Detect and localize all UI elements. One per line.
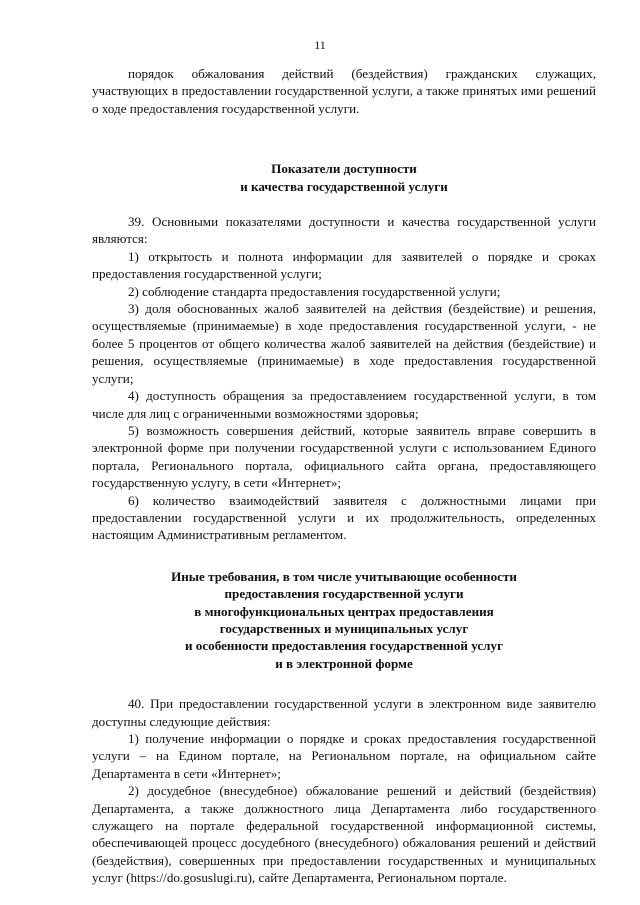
clause-39-item-1: 1) открытость и полнота информации для заявителей о порядке и сроках предоставления государственной услуги; <box>92 248 596 282</box>
section-heading-line: и качества государственной услуги <box>240 178 448 194</box>
clause-39-item-5: 5) возможность совершения действий, которые заявитель вправе совершить в электронной форме при получении государственной услуги с использованием Единого портала, Регионального портала, официального сайта органа, предоставляющего государственную услугу, в сети «Интернет»; <box>92 422 596 491</box>
section-heading-accessibility <box>92 160 596 195</box>
clause-40-lead: 40. При предоставлении государственной услуги в электронном виде заявителю доступны следующие действия: <box>92 696 596 729</box>
clause-40-item-1: 1) получение информации о порядке и сроках предоставления государственной услуги – на Едином портале, на Региональном портале, на официальном сайте Департамента в сети «Интернет»; <box>92 731 596 781</box>
section-heading-line: государственных и муниципальных услуг <box>219 620 469 636</box>
section-heading-line: Показатели доступности <box>271 161 417 177</box>
section-heading-line: предоставления государственной услуги <box>224 586 464 602</box>
spacer <box>92 117 596 160</box>
section-heading-line: в многофункциональных центрах предоставления <box>194 603 494 619</box>
page-number: 11 <box>314 38 326 52</box>
spacer <box>92 195 596 213</box>
section-heading-line: и особенности предоставления государственной услуг <box>184 638 504 654</box>
section-heading-line: и в электронной форме <box>275 655 413 671</box>
clause-39-item-4: 4) доступность обращения за предоставлением государственной услуги, в том числе для лиц с ограниченными возможностями здоровья; <box>92 388 596 421</box>
section-heading-other-requirements <box>92 568 596 672</box>
clause-39-lead: 39. Основными показателями доступности и качества государственной услуги являются: <box>92 214 596 247</box>
clause-39-item-6: 6) количество взаимодействий заявителя с должностными лицами при предоставлении государственной услуги и их продолжительность, определенных настоящим Административным регламентом. <box>92 492 596 543</box>
spacer <box>92 672 596 695</box>
spacer <box>92 544 596 568</box>
clause-39-item-2: 2) соблюдение стандарта предоставления государственной услуги; <box>128 283 501 299</box>
section-heading-line: Иные требования, в том числе учитывающие особенности <box>171 568 517 584</box>
intro-paragraph: порядок обжалования действий (бездействия) гражданских служащих, участвующих в предоставлении государственной услуги, а также принятых ими решений о ходе предоставления государственной услуги. <box>92 66 596 116</box>
document-body <box>92 65 596 887</box>
clause-39-item-3: 3) доля обоснованных жалоб заявителей на действия (бездействие) и решения, осуществляемые (принимаемые) в ходе предоставления государственной услуги, - не более 5 процентов от общего количества жалоб заявителей на действия (бездействие) и решения, осуществляемые (принимаемые) в ходе предоставления государственной услуги; <box>92 301 596 386</box>
clause-40-item-2: 2) досудебное (внесудебное) обжалование решений и действий (бездействия) Департамента, а также должностного лица Департамента либо государственного служащего на портале федеральной государственной информационной системы, обеспечивающей процесс досудебного (внесудебного) обжалования решений и действий (бездействия), совершенных при предоставлении государственных и муниципальных услуг (https://do.gosuslugi.ru), сайте Департамента, Региональном портале. <box>92 783 596 886</box>
